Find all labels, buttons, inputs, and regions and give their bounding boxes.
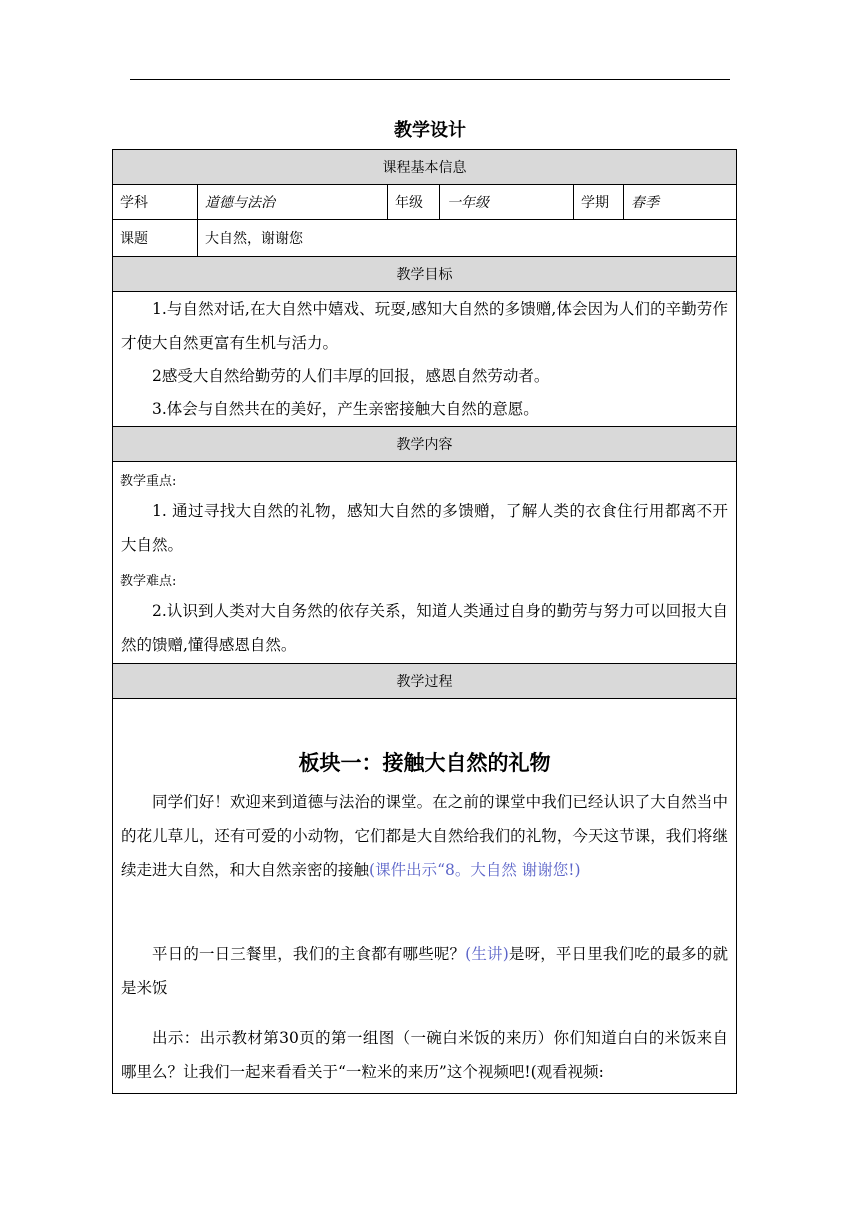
process-paragraph-1: [121, 785, 728, 887]
objective-2: 2感受大自然给勤劳的人们丰厚的回报，感恩自然劳动者。: [152, 367, 550, 385]
section-header-objectives: 教学目标: [113, 257, 736, 292]
p2-text-b: 是呀，平日里我们吃的最多的就是米饭: [121, 945, 728, 997]
objective-1: 1.与自然对话,在大自然中嬉戏、玩耍,感知大自然的多馈赠,体会因为人们的辛勤劳作才使大自然更富有生机与活力。: [121, 300, 728, 352]
topic-value: 大自然，谢谢您: [205, 231, 303, 247]
difficulty-label: 教学难点:: [120, 574, 177, 589]
term-value: 春季: [631, 195, 659, 211]
process-paragraph-3: 出示：出示教材第30页的第一组图（一碗白米饭的来历）你们知道白白的米饭来自哪里么？让我们一起来看看关于“一粒米的来历”这个视频吧!(观看视频:: [121, 1029, 728, 1081]
header-rule: [130, 79, 730, 80]
topic-label: 课题: [113, 220, 198, 256]
p2-text-a: 平日的一日三餐里，我们的主食都有哪些呢？: [152, 945, 466, 963]
difficulty-text: 2.认识到人类对大自务然的依存关系，知道人类通过自身的勤劳与努力可以回报大自然的馈赠,懂得感恩自然。: [121, 602, 728, 654]
process-body: [113, 699, 736, 1094]
key-points-text: 1. 通过寻找大自然的礼物，感知大自然的多馈赠，了解人类的衣食住行用都离不开大自然。: [121, 502, 728, 554]
section-header-basic-info: 课程基本信息: [113, 150, 736, 185]
p2-student-note: (生讲): [465, 945, 509, 963]
process-paragraph-2: [121, 937, 728, 1005]
grade-label: 年级: [388, 185, 440, 219]
subject-value: 道德与法治: [198, 185, 388, 219]
topic-row: [113, 220, 736, 257]
key-points-label: 教学重点:: [120, 474, 177, 489]
info-row: [113, 185, 736, 220]
p1-text: 同学们好！欢迎来到道德与法治的课堂。在之前的课堂中我们已经认识了大自然当中的花儿草儿，还有可爱的小动物，它们都是大自然给我们的礼物，今天这节课，我们将继续走进大自然，和大自然亲密的接触: [121, 793, 728, 879]
grade-value: 一年级: [440, 185, 574, 219]
term-label: 学期: [574, 185, 624, 219]
objective-3: 3.体会与自然共在的美好，产生亲密接触大自然的意愿。: [152, 400, 539, 418]
p1-courseware-note: (课件出示“8。大自然 谢谢您!): [369, 861, 581, 879]
section-header-content: 教学内容: [113, 427, 736, 462]
block-title: 板块一：接触大自然的礼物: [298, 751, 551, 775]
subject-label: 学科: [113, 185, 198, 219]
section-header-process: 教学过程: [113, 664, 736, 699]
content-body: [113, 462, 736, 664]
document-title: 教学设计: [394, 120, 466, 141]
lesson-plan-table: [112, 149, 737, 1094]
objectives-body: [113, 292, 736, 427]
